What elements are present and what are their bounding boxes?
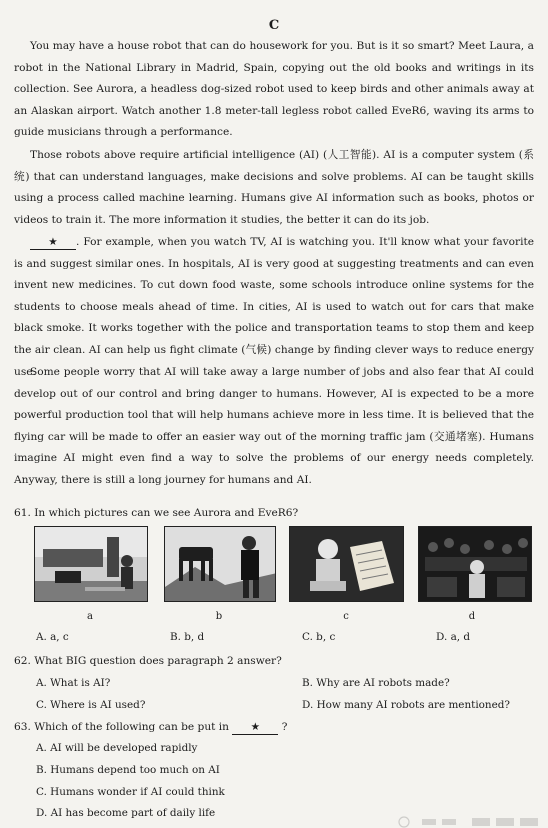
picture-b-label: b xyxy=(215,611,223,622)
paragraph-3 xyxy=(14,232,534,383)
picture-d xyxy=(418,526,532,602)
star-blank: ★ xyxy=(30,236,76,250)
library-robot-illustration xyxy=(290,527,404,602)
picture-d-label: d xyxy=(468,611,476,622)
section-letter: C xyxy=(268,18,280,33)
q62-option-b[interactable]: B. Why are AI robots made? xyxy=(302,677,450,689)
airport-robot-illustration xyxy=(35,527,148,602)
picture-b xyxy=(164,526,276,602)
q62-option-c[interactable]: C. Where is AI used? xyxy=(36,699,146,711)
paragraph-1-text: You may have a house robot that can do housework for you. But is it so smart? Meet Laura, a robot in the National Library in Madrid, Spain, copying out the old books and writings in its collection. See Aurora, a headless dog-sized robot used to keep birds and other animals away at an Alaskan airport. Watch another 1.8 meter-tall legless robot called EveR6, waving its arms to guide musicians through a performance. xyxy=(14,40,534,139)
paragraph-1 xyxy=(14,36,534,144)
q61-option-c[interactable]: C. b, c xyxy=(302,631,336,643)
q63-option-a[interactable]: A. AI will be developed rapidly xyxy=(36,742,198,754)
q61-option-b[interactable]: B. b, d xyxy=(170,631,205,643)
orchestra-robot-illustration xyxy=(419,527,532,602)
dog-robot-illustration xyxy=(165,527,276,602)
q63-option-d[interactable]: D. AI has become part of daily life xyxy=(36,807,216,819)
q63-option-b[interactable]: B. Humans depend too much on AI xyxy=(36,764,220,776)
picture-c xyxy=(289,526,404,602)
question-61-stem: 61. In which pictures can we see Aurora and EveR6? xyxy=(14,507,299,519)
watermark-logo xyxy=(396,815,548,828)
q63-star-blank: ★ xyxy=(232,721,278,735)
q61-option-d[interactable]: D. a, d xyxy=(436,631,471,643)
picture-a-label: a xyxy=(87,611,93,622)
question-62-stem: 62. What BIG question does paragraph 2 answer? xyxy=(14,655,282,667)
q63-option-c[interactable]: C. Humans wonder if AI could think xyxy=(36,786,225,798)
paragraph-3-text: . For example, when you watch TV, AI is watching you. It'll know what your favorite is and suggest similar ones. In hospitals, AI is very good at suggesting treatments and can even invent new medicines. To cut down food waste, some schools introduce online systems for the students to choose meals ahead of time. In cities, AI is used to watch out for cars that make black smoke. It works together with the police and transportation teams to stop them and keep the air clean. AI can help us fight climate (气候) change by finding clever ways to reduce energy use. xyxy=(14,236,534,378)
q63-stem-text: 63. Which of the following can be put in xyxy=(14,721,229,733)
q62-option-d[interactable]: D. How many AI robots are mentioned? xyxy=(302,699,510,711)
question-63-stem xyxy=(14,720,287,735)
picture-a xyxy=(34,526,148,602)
paragraph-2-text: Those robots above require artificial intelligence (AI) (人工智能). AI is a computer system (系统) that can understand languages, make decisions and solve problems. AI can be taught skills using a process called machine learning. Humans give AI information such as books, photos or videos to train it. The more information it studies, the better it can do its job. xyxy=(14,149,534,226)
paragraph-4-text: Some people worry that AI will take away a large number of jobs and also fear that AI could develop out of our control and bring danger to humans. However, AI is expected to be a more powerful production tool that will help humans achieve more in less time. It is believed that the flying car will be made to offer an easier way out of the morning traffic jam (交通堵塞). Humans imagine AI might even find a way to solve the problems of our energy needs completely. Anyway, there is still a long journey for humans and AI. xyxy=(14,366,534,486)
q62-option-a[interactable]: A. What is AI? xyxy=(36,677,111,689)
q61-option-a[interactable]: A. a, c xyxy=(36,631,69,643)
paragraph-4 xyxy=(14,362,534,492)
q63-question-mark: ? xyxy=(281,721,288,733)
picture-c-label: c xyxy=(343,611,349,622)
paragraph-2 xyxy=(14,145,534,231)
